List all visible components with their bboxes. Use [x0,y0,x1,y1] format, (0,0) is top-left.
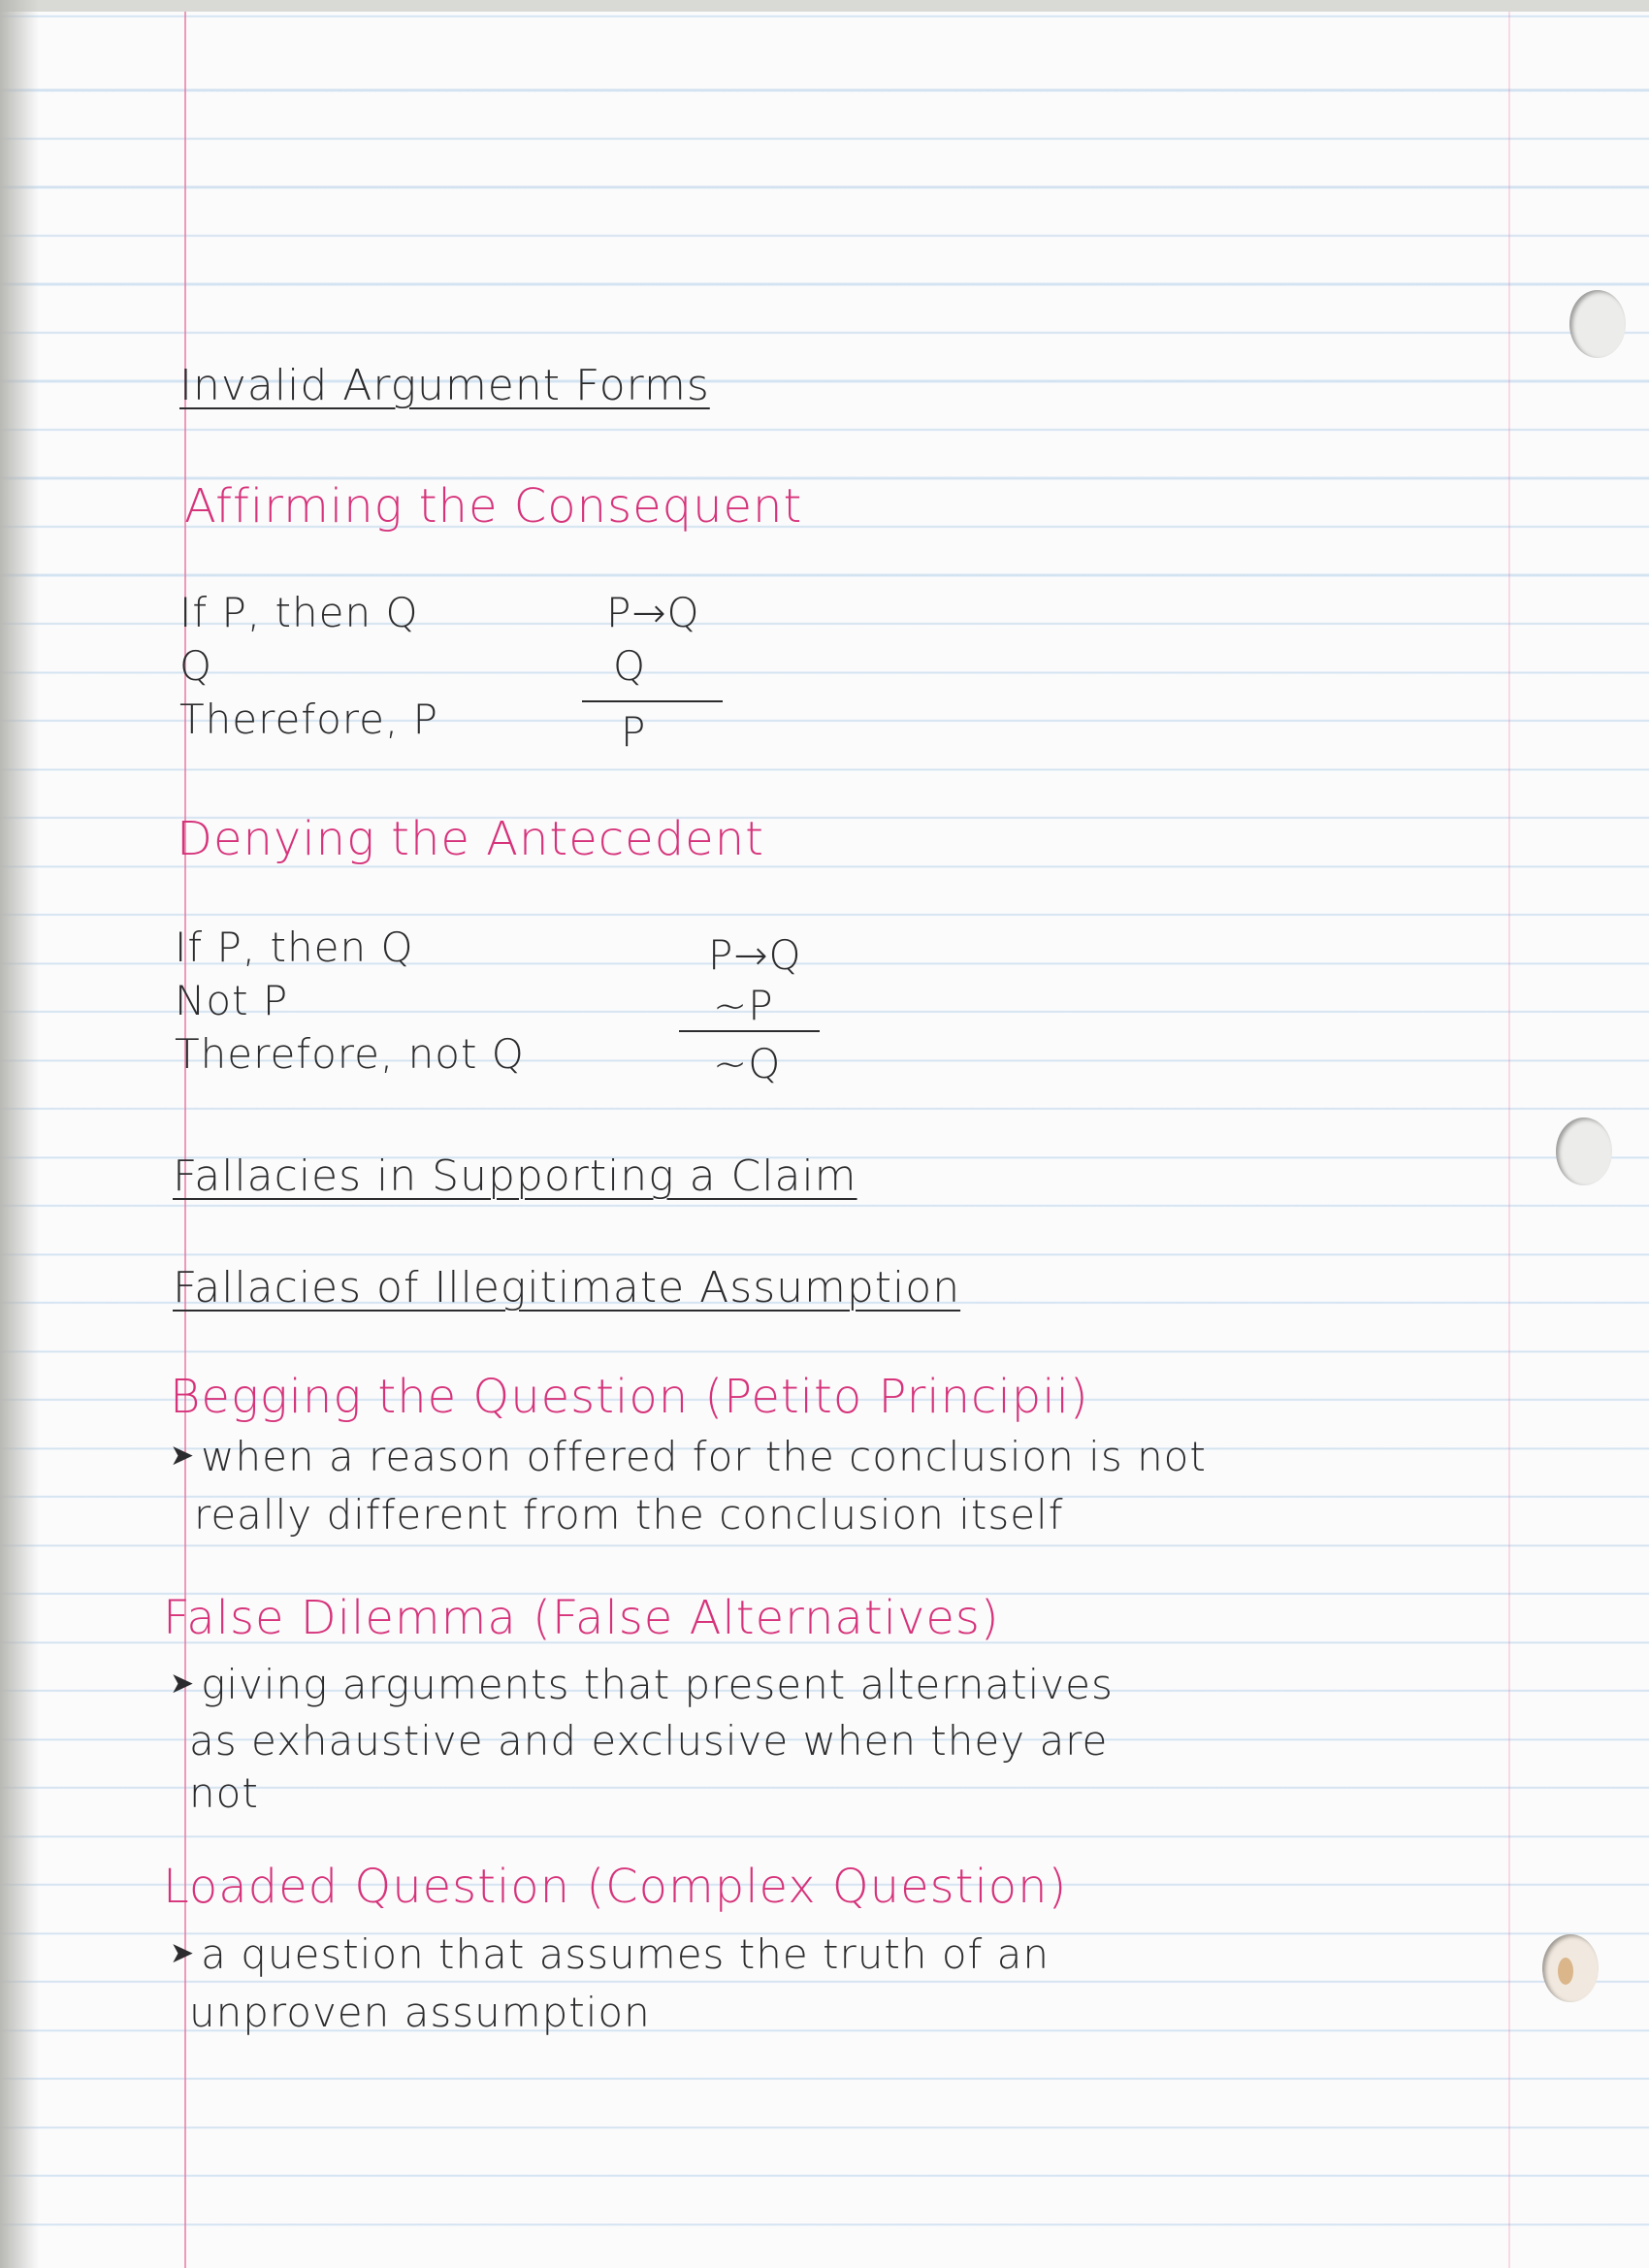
section-title-denying: Denying the Antecedent [177,812,764,866]
conclusion-bar [582,700,723,702]
right-margin-line [1508,12,1510,2268]
arrow-bullet-icon: ➤ [170,1936,196,1970]
symbolic-line: P [621,708,647,756]
symbolic-line: Q [613,642,647,690]
notebook-page [0,12,1649,2268]
binder-hole [1569,290,1626,358]
argument-line: Not P [175,977,289,1024]
binder-hole [1556,1118,1612,1185]
argument-line: Therefore, P [179,696,438,743]
heading-fallacies-claim: Fallacies in Supporting a Claim [173,1151,857,1201]
argument-line: Q [179,642,213,690]
definition-text: when a reason offered for the conclusion is not [201,1433,1207,1480]
section-title-affirming: Affirming the Consequent [184,479,803,534]
definition-line: as exhaustive and exclusive when they are [189,1717,1109,1765]
argument-line: Therefore, not Q [175,1030,525,1078]
argument-line: If P, then Q [179,589,419,636]
conclusion-bar [679,1030,820,1032]
argument-line: If P, then Q [175,923,414,971]
definition-line: not [189,1769,259,1817]
binder-hole [1542,1934,1599,2002]
page-heading: Invalid Argument Forms [179,361,710,410]
definition-line: unproven assumption [189,1989,651,2036]
fallacy-title-dilemma: False Dilemma (False Alternatives) [163,1591,1000,1645]
page-edge-shadow [0,0,39,2268]
definition-line [170,1661,1114,1708]
definition-line [170,1930,1050,1978]
definition-line [170,1433,1207,1480]
symbolic-line: ~P [713,982,774,1029]
definition-text: giving arguments that present alternatives [201,1661,1114,1708]
definition-line: really different from the conclusion itself [194,1491,1064,1539]
symbolic-line: P→Q [708,931,802,979]
arrow-bullet-icon: ➤ [170,1667,196,1701]
heading-fallacies-assumption: Fallacies of Illegitimate Assumption [173,1263,961,1312]
symbolic-line: ~Q [713,1040,782,1087]
arrow-bullet-icon: ➤ [170,1439,196,1473]
definition-text: a question that assumes the truth of an [201,1930,1051,1978]
symbolic-line: P→Q [606,589,700,636]
fallacy-title-begging: Begging the Question (Petito Principii) [170,1370,1089,1424]
fallacy-title-loaded: Loaded Question (Complex Question) [163,1860,1068,1914]
